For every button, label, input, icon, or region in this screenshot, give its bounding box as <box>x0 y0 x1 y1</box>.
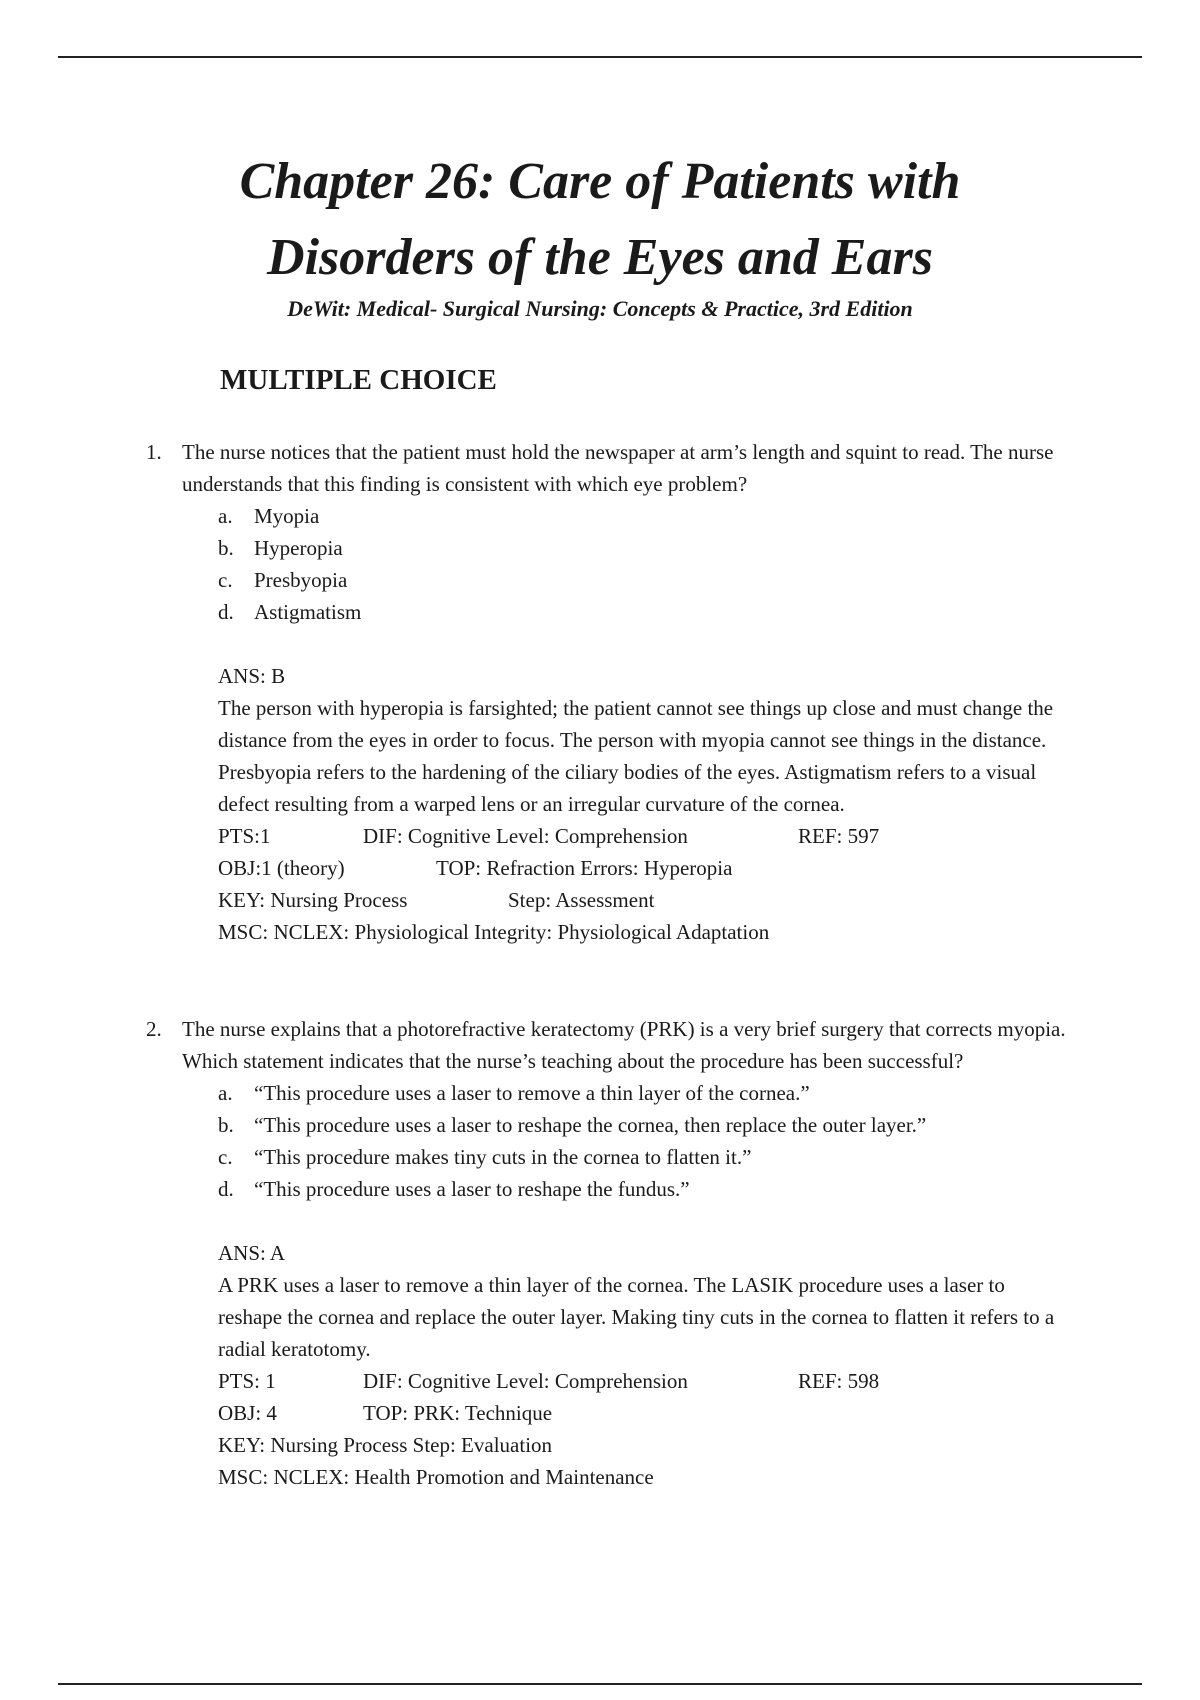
option-text: Presbyopia <box>254 568 348 592</box>
option-text: “This procedure makes tiny cuts in the cornea to flatten it.” <box>254 1145 752 1169</box>
answer-block <box>218 660 1066 820</box>
meta-msc: MSC: NCLEX: Health Promotion and Maintenance <box>218 1465 654 1489</box>
question-number: 1. <box>146 440 162 464</box>
meta-pts: PTS:1 <box>218 824 271 848</box>
meta-row <box>218 1397 1066 1429</box>
option-a <box>218 1077 1066 1109</box>
meta-key: KEY: Nursing Process Step: Evaluation <box>218 1433 553 1457</box>
option-text: “This procedure uses a laser to reshape the cornea, then replace the outer layer.” <box>254 1113 927 1137</box>
option-letter: a. <box>218 504 233 528</box>
question-1 <box>146 436 1066 948</box>
meta-obj: OBJ:1 (theory) <box>218 856 345 880</box>
option-text: “This procedure uses a laser to remove a thin layer of the cornea.” <box>254 1081 810 1105</box>
option-letter: b. <box>218 536 234 560</box>
meta-row <box>218 820 1066 852</box>
option-c <box>218 564 1066 596</box>
option-a <box>218 500 1066 532</box>
rationale-text: A PRK uses a laser to remove a thin layer of the cornea. The LASIK procedure uses a laser to reshape the cornea and replace the outer layer. Making tiny cuts in the cornea to flatten it refers to a radial keratotomy. <box>218 1273 1055 1361</box>
meta-top: TOP: Refraction Errors: Hyperopia <box>436 856 733 880</box>
question-metadata <box>218 1365 1066 1493</box>
page-title <box>0 144 1200 296</box>
option-letter: b. <box>218 1113 234 1137</box>
answer-key: ANS: B <box>218 664 286 688</box>
meta-pts: PTS: 1 <box>218 1369 276 1393</box>
option-letter: a. <box>218 1081 233 1105</box>
section-heading: MULTIPLE CHOICE <box>220 364 497 396</box>
option-b <box>218 1109 1066 1141</box>
option-text: Astigmatism <box>254 600 362 624</box>
meta-obj: OBJ: 4 <box>218 1401 277 1425</box>
option-text: “This procedure uses a laser to reshape the fundus.” <box>254 1177 690 1201</box>
meta-ref: REF: 598 <box>798 1369 880 1393</box>
answer-block <box>218 1237 1066 1365</box>
option-d <box>218 1173 1066 1205</box>
question-number: 2. <box>146 1017 162 1041</box>
meta-msc: MSC: NCLEX: Physiological Integrity: Physiological Adaptation <box>218 920 770 944</box>
meta-step: Step: Assessment <box>508 888 655 912</box>
option-letter: d. <box>218 1177 234 1201</box>
option-b <box>218 532 1066 564</box>
rationale-text: The person with hyperopia is farsighted; the patient cannot see things up close and must change the distance from the eyes in order to focus. The person with myopia cannot see things in the distance. Presbyopia refers to the hardening of the ciliary bodies of the eyes. Astigmatism refers to a visual defect resulting from a warped lens or an irregular curvature of the cornea. <box>218 696 1054 816</box>
option-letter: c. <box>218 568 233 592</box>
meta-row <box>218 852 1066 884</box>
answer-options <box>218 1077 1066 1205</box>
top-rule <box>58 56 1142 58</box>
meta-dif: DIF: Cognitive Level: Comprehension <box>363 1369 688 1393</box>
meta-top: TOP: PRK: Technique <box>363 1401 553 1425</box>
answer-key: ANS: A <box>218 1241 286 1265</box>
meta-ref: REF: 597 <box>798 824 880 848</box>
option-letter: c. <box>218 1145 233 1169</box>
option-c <box>218 1141 1066 1173</box>
meta-row <box>218 1461 1066 1493</box>
page-subtitle: DeWit: Medical- Surgical Nursing: Concepts & Practice, 3rd Edition <box>287 296 913 321</box>
bottom-rule <box>58 1683 1142 1685</box>
option-text: Myopia <box>254 504 320 528</box>
title-line-1: Chapter 26: Care of Patients with <box>239 153 961 210</box>
meta-row <box>218 1429 1066 1461</box>
question-metadata <box>218 820 1066 948</box>
meta-key: KEY: Nursing Process <box>218 888 408 912</box>
meta-dif: DIF: Cognitive Level: Comprehension <box>363 824 688 848</box>
option-text: Hyperopia <box>254 536 343 560</box>
option-letter: d. <box>218 600 234 624</box>
title-line-2: Disorders of the Eyes and Ears <box>267 229 933 286</box>
question-stem <box>146 436 1066 500</box>
option-d <box>218 596 1066 628</box>
question-text: The nurse notices that the patient must hold the newspaper at arm’s length and squint to read. The nurse understands that this finding is consistent with which eye problem? <box>182 440 1054 496</box>
question-text: The nurse explains that a photorefractive keratectomy (PRK) is a very brief surgery that corrects myopia. Which statement indicates that the nurse’s teaching about the procedure has been successful? <box>182 1017 1066 1073</box>
answer-options <box>218 500 1066 628</box>
meta-row <box>218 916 1066 948</box>
question-stem <box>146 1013 1066 1077</box>
question-2 <box>146 1013 1066 1493</box>
meta-row <box>218 1365 1066 1397</box>
meta-row <box>218 884 1066 916</box>
